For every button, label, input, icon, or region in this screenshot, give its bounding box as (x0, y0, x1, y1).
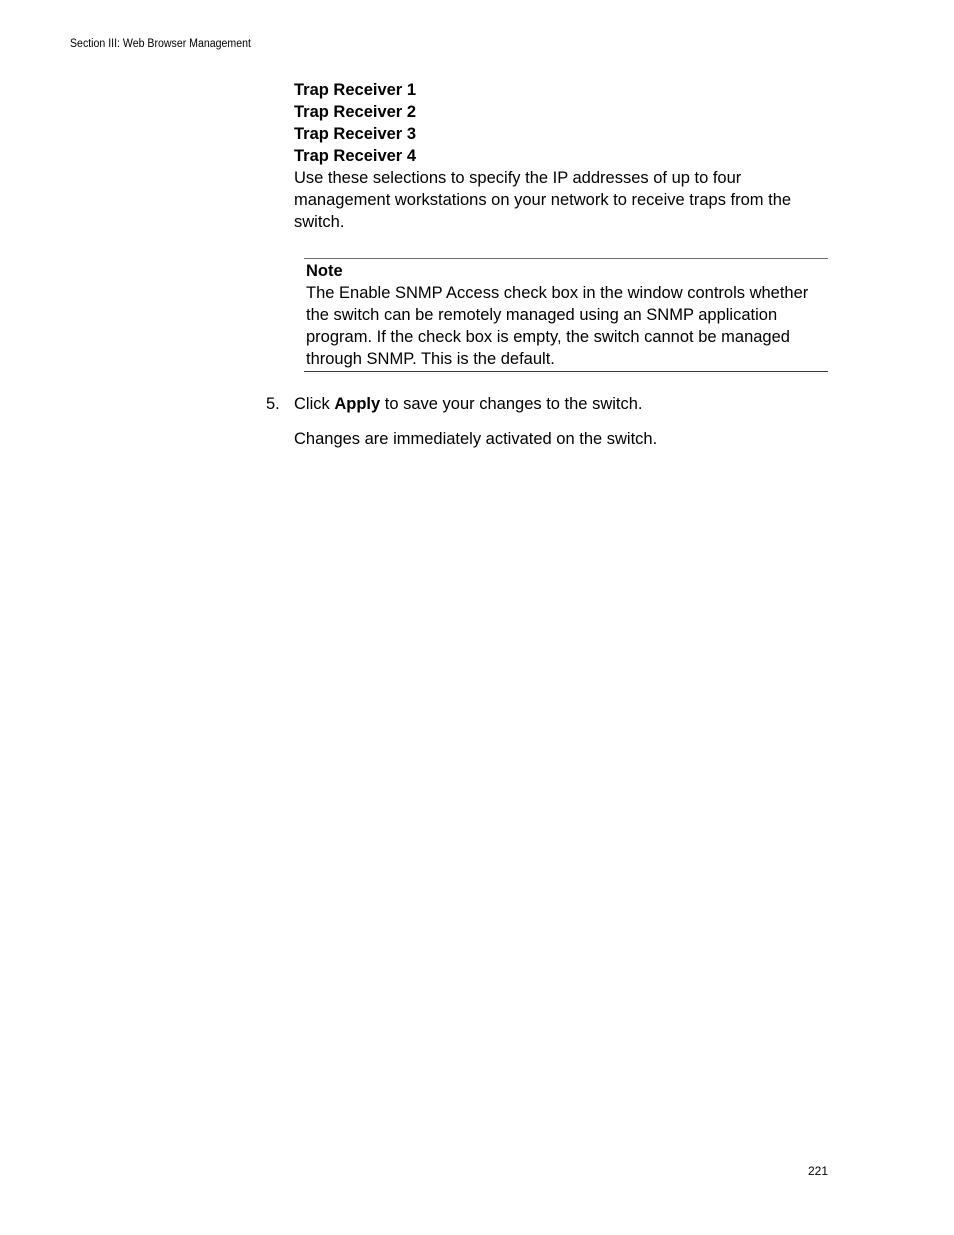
trap-receiver-definitions (294, 79, 834, 233)
note-box (304, 258, 828, 372)
running-header: Section III: Web Browser Management (70, 38, 251, 50)
term-trap-receiver-3: Trap Receiver 3 (294, 125, 416, 143)
step-5 (266, 393, 643, 415)
term-trap-receiver-1: Trap Receiver 1 (294, 81, 416, 99)
note-title: Note (306, 262, 343, 280)
page-number: 221 (808, 1164, 829, 1178)
step-prefix: Click (294, 395, 335, 413)
term-trap-receiver-4: Trap Receiver 4 (294, 147, 416, 165)
step-apply-keyword: Apply (334, 395, 381, 413)
step-result: Changes are immediately activated on the switch. (294, 430, 658, 448)
terms-description: Use these selections to specify the IP addresses of up to four management workstations on your network to receive traps from the switch. (294, 169, 792, 231)
step-number: 5. (266, 395, 280, 413)
step-suffix: to save your changes to the switch. (380, 395, 643, 413)
term-trap-receiver-2: Trap Receiver 2 (294, 103, 416, 121)
note-body: The Enable SNMP Access check box in the window controls whether the switch can be remotely managed using an SNMP application program. If the check box is empty, the switch cannot be managed through SNMP. This is the default. (306, 284, 809, 368)
